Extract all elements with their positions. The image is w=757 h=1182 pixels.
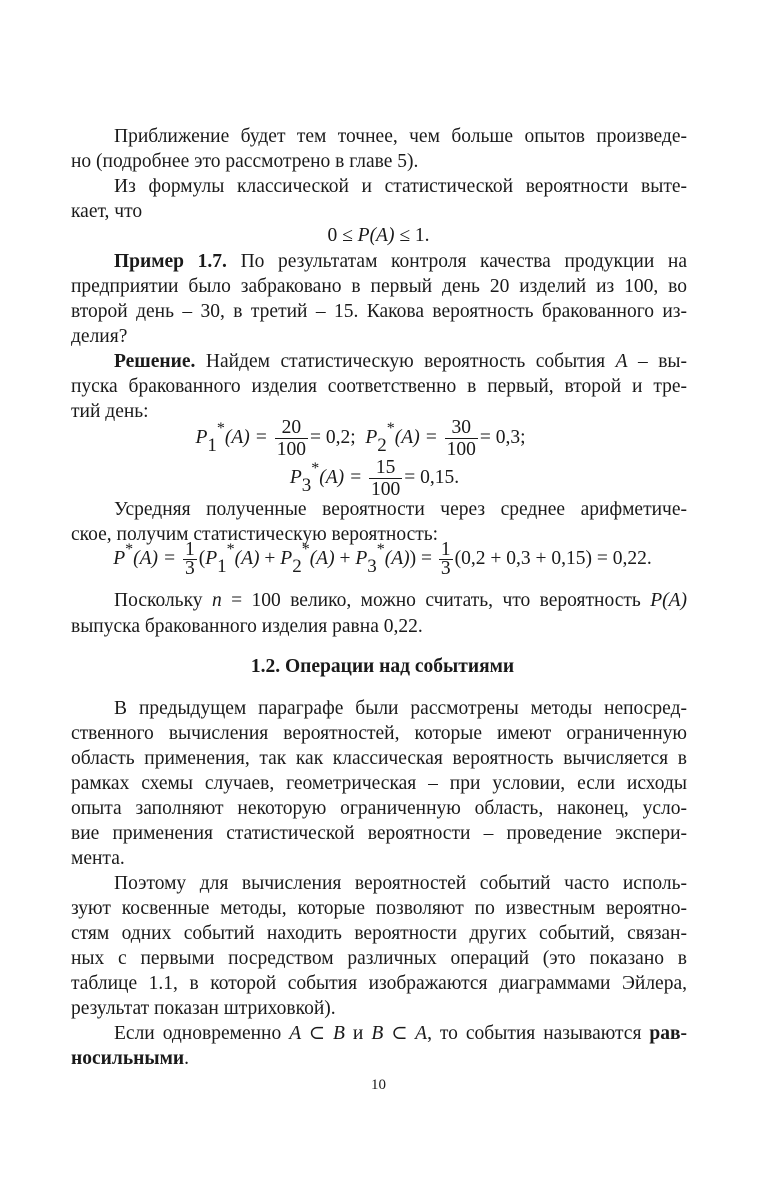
paragraph-1-line-2: но (подробнее это рассмотрено в главе 5). <box>71 151 419 172</box>
avg-p2-star: * <box>301 540 310 558</box>
paragraph-6-line-3: стям одних событий находить вероятности других событий, связан- <box>71 923 687 944</box>
term-equivalent-part-1: рав- <box>649 1023 688 1044</box>
p-avg-lhs: (A) = <box>133 547 177 569</box>
paragraph-2-line-2: кает, что <box>71 201 143 222</box>
paragraph-3-line-2: ское, получим статистическую вероятность: <box>71 524 439 545</box>
paragraph-6-line-1: Поэтому для вычисления вероятностей событий часто исполь- <box>114 873 687 894</box>
paragraph-4-n: n <box>211 590 222 611</box>
paragraph-6-line-2: зуют косвенные методы, которые позволяют по известным вероятно- <box>71 898 687 919</box>
p2-arg: (A) = <box>394 426 438 448</box>
paragraph-7-and: и <box>352 1023 364 1044</box>
p1-fraction <box>275 417 308 460</box>
paragraph-7-suffix: , то события называются <box>427 1023 642 1044</box>
one-third-fraction-1 <box>183 541 197 578</box>
paragraph-1-line-1: Приближение будет тем точнее, чем больше опытов произведе- <box>114 126 687 147</box>
p2-denominator: 100 <box>446 439 476 460</box>
p2-fraction <box>445 417 478 460</box>
p1-denominator: 100 <box>276 439 306 460</box>
solution-line-2: пуска бракованного изделия соответственно в первый, второй и тре- <box>71 376 687 397</box>
paragraph-4-pa: P(A) <box>650 590 688 611</box>
term-equivalent-part-2: носильными <box>71 1048 185 1069</box>
subset-relation-2: B ⊂ A <box>371 1023 428 1044</box>
formula-average-probability: P*(A) = $\frac{1}{3}$ (P1*(A) + P2*(A) + P3*(A)) = $\frac{1}{3}$ (0,2 + 0,3 + 0,15) = 0,22. <box>113 539 652 579</box>
avg-p3-star: * <box>376 540 385 558</box>
paragraph-5-line-7: мента. <box>71 848 125 869</box>
p1-index: 1 <box>207 434 217 456</box>
paragraph-4-text-a: Поскольку <box>114 590 203 611</box>
one-third-1-den: 3 <box>184 558 195 579</box>
paragraph-2-line-1: Из формулы классической и статистической вероятности выте- <box>114 176 687 197</box>
one-third-1-num: 1 <box>184 539 195 560</box>
paragraph-5-line-3: область применения, так как классическая вероятность вычисляется в <box>71 748 687 769</box>
formula-statistical-p1-p2: P1*(A) = $\frac{20}{100}$ = 0,2; P2*(A) = $\frac{30}{100}$ = 0,3; <box>195 417 526 460</box>
paragraph-6-line-6: результат показан штриховкой). <box>71 998 336 1019</box>
p3-fraction <box>369 457 402 500</box>
p2-star: * <box>386 419 395 437</box>
p1-value: = 0,2; <box>309 426 356 448</box>
paragraph-5-line-6: вие применения статистической вероятности – проведение экспери- <box>71 823 687 844</box>
p1-numerator: 20 <box>275 417 308 439</box>
page-number: 10 <box>371 1077 386 1093</box>
p3-value: = 0,15. <box>404 466 460 488</box>
example-line-2: предприятии было забраковано в первый день 20 изделий из 100, во <box>71 276 687 297</box>
p1-arg: (A) = <box>224 426 268 448</box>
formula-1-func: P <box>357 225 370 246</box>
p2-index: 2 <box>377 434 387 456</box>
solution-label: Решение. <box>114 351 196 372</box>
example-line-4: делия? <box>71 326 128 347</box>
p3-numerator: 15 <box>369 457 402 479</box>
example-text-1: По результатам контроля качества продукции на <box>240 251 688 272</box>
avg-p3-index: 3 <box>367 555 377 577</box>
paragraph-4-text-b: = 100 велико, можно считать, что вероятность <box>231 590 641 611</box>
avg-result: (0,2 + 0,3 + 0,15) = 0,22. <box>454 547 652 569</box>
formula-1-arg: (A) <box>369 225 395 246</box>
paragraph-6-line-4: ных с первыми посредством различных операций (это показано в <box>71 948 687 969</box>
one-third-2-num: 1 <box>440 539 451 560</box>
formula-statistical-p3: P3*(A) = $\frac{15}{100}$ = 0,15. <box>289 457 460 500</box>
paragraph-6-line-5: таблице 1.1, в которой события изображаются диаграммами Эйлера, <box>71 973 687 994</box>
paragraph-5-line-1: В предыдущем параграфе были рассмотрены методы непосред- <box>114 698 687 719</box>
avg-p2-index: 2 <box>292 555 302 577</box>
example-line-3: второй день – 30, в третий – 15. Какова вероятность бракованного из- <box>71 301 687 322</box>
paragraph-3-line-1: Усредняя полученные вероятности через среднее арифметиче- <box>114 499 687 520</box>
one-third-fraction-2 <box>439 541 453 578</box>
p2-numerator: 30 <box>445 417 478 439</box>
paragraph-7-prefix: Если одновременно <box>114 1023 282 1044</box>
example-label: Пример 1.7. <box>114 251 227 272</box>
formula-probability-bounds <box>0 223 757 249</box>
section-heading: 1.2. Операции над событиями <box>250 656 515 677</box>
p3-arg: (A) = <box>319 466 363 488</box>
paragraph-7-line-1 <box>114 1021 687 1047</box>
paragraph-7-end: . <box>184 1048 189 1069</box>
formula-1-right: ≤ 1. <box>394 225 430 246</box>
avg-p1-index: 1 <box>217 555 227 577</box>
example-line-1 <box>114 249 687 275</box>
subset-relation-1: A ⊂ B <box>289 1023 345 1044</box>
paragraph-4-line-2: выпуска бракованного изделия равна 0,22. <box>71 616 423 637</box>
one-third-2-den: 3 <box>440 558 451 579</box>
solution-event: A <box>615 351 628 372</box>
p3-denominator: 100 <box>371 479 401 500</box>
solution-line-3: тий день: <box>71 401 149 422</box>
p3-star: * <box>311 459 320 477</box>
p3-index: 3 <box>301 474 312 496</box>
p-avg-star: * <box>125 540 134 558</box>
paragraph-5-line-4: рамках схемы случаев, геометрическая – при условии, если исходы <box>71 773 687 794</box>
p1-star: * <box>216 419 225 437</box>
avg-p1-star: * <box>226 540 235 558</box>
p2-value: = 0,3; <box>479 426 526 448</box>
solution-text-1: Найдем статистическую вероятность события <box>205 351 606 372</box>
solution-line-1 <box>114 349 687 375</box>
paragraph-4-line-1 <box>114 588 687 614</box>
paragraph-7-line-2 <box>71 1046 687 1072</box>
paragraph-5-line-5: опыта заполняют некоторую ограниченную область, наконец, усло- <box>71 798 687 819</box>
solution-text-1b: – вы- <box>637 351 688 372</box>
paragraph-5-line-2: ственного вычисления вероятностей, которые имеют ограниченную <box>71 723 687 744</box>
formula-1-left: 0 ≤ <box>327 225 358 246</box>
